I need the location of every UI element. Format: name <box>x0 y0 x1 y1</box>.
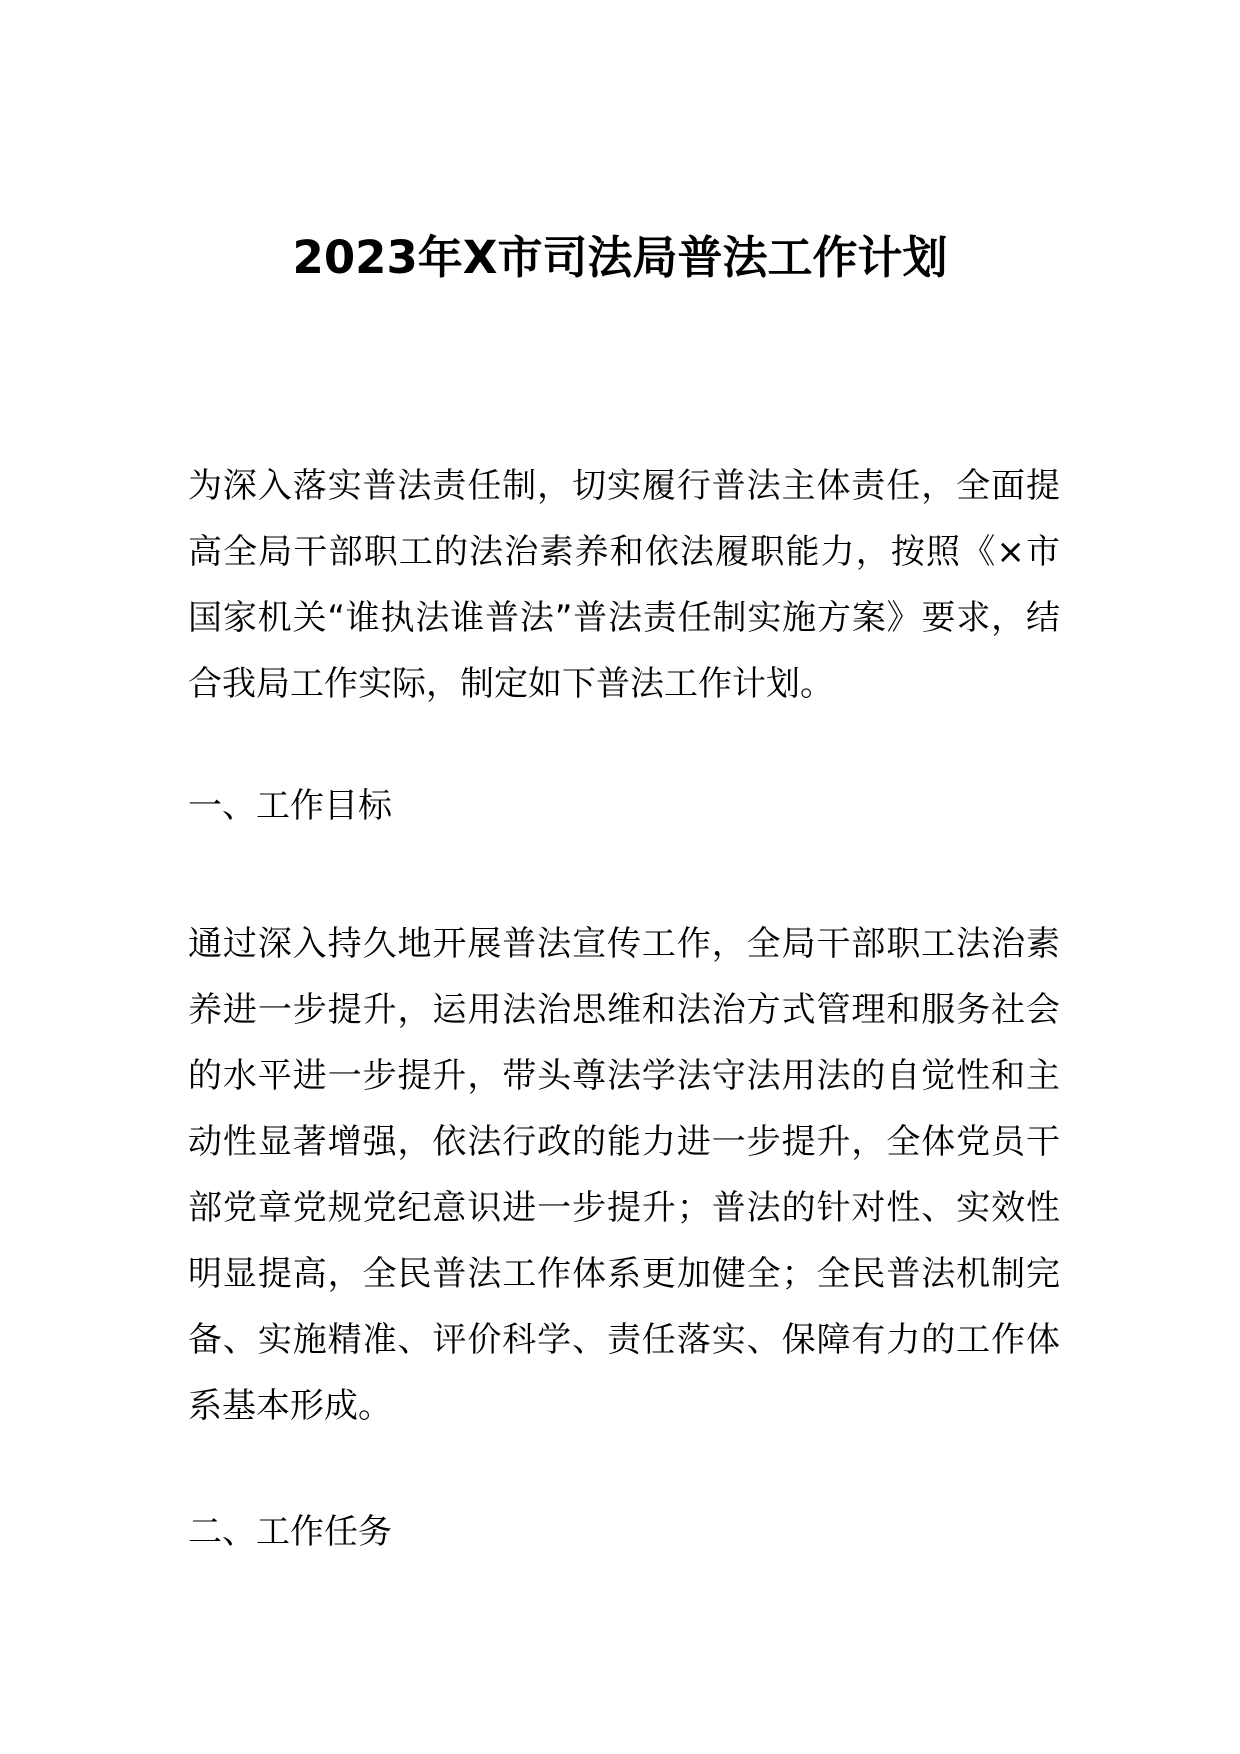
document-title: 2023年X市司法局普法工作计划 <box>292 231 948 285</box>
section-heading-goals: 一、工作目标 <box>188 786 392 826</box>
goals-paragraph: 通过深入持久地开展普法宣传工作，全局干部职工法治素养进一步提升，运用法治思维和法治方式管理和服务社会的水平进一步提升，带头尊法学法守法用法的自觉性和主动性显著增强，依法行政的能力进一步提升，全体党员干部党章党规党纪意识进一步提升；普法的针对性、实效性明显提高，全民普法工作体系更加健全；全民普法机制完备、实施精准、评价科学、责任落实、保障有力的工作体系基本形成。 <box>188 924 1060 1426</box>
section-heading-tasks: 二、工作任务 <box>188 1512 392 1552</box>
intro-paragraph: 为深入落实普法责任制，切实履行普法主体责任，全面提高全局干部职工的法治素养和依法履职能力，按照《×市国家机关“谁执法谁普法”普法责任制实施方案》要求，结合我局工作实际，制定如下普法工作计划。 <box>188 466 1060 704</box>
